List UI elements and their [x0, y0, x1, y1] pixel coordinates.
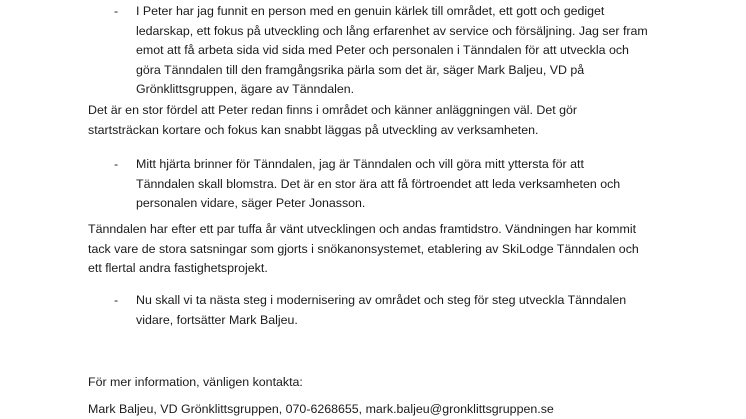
text-line: Tänndalen skall blomstra. Det är en stor ära att få förtroendet att leda verksamheten och [136, 176, 621, 191]
contact-line: Mark Baljeu, VD Grönklittsgruppen, 070-6268655, mark.baljeu@gronklittsgruppen.se [88, 402, 554, 416]
bullet-dash: - [114, 293, 119, 307]
text-line: startsträckan kortare och fokus kan snabbt läggas på utveckling av verksamheten. [88, 122, 539, 137]
text-line: I Peter har jag funnit en person med en genuin kärlek till området, ett gott och gediget [136, 4, 605, 18]
paragraph-peter-advantage [88, 101, 708, 140]
quote-text [136, 155, 696, 214]
text-line: tack vare de stora satsningar som gjorts i snökanonsystemet, etablering av SkiLodge Tänndalen och [88, 241, 639, 256]
text-line: ett flertal andra fastighetsprojekt. [88, 261, 268, 276]
text-line: Det är en stor fördel att Peter redan finns i området och känner anläggningen väl. Det gör [88, 103, 578, 117]
text-line: emot att få arbeta sida vid sida med Peter och personalen i Tänndalen för att utveckla och [136, 43, 629, 58]
text-line: Mitt hjärta brinner för Tänndalen, jag är Tänndalen och vill göra mitt yttersta för att [136, 157, 584, 171]
bullet-dash: - [114, 4, 119, 18]
text-line: Tänndalen har efter ett par tuffa år vänt utvecklingen och andas framtidstro. Vändningen har kommit [88, 222, 637, 236]
quote-text [136, 2, 696, 100]
text-line: ledarskap, ett fokus på utveckling och lång erfarenhet av service och försäljning. Jag ser fram [136, 23, 648, 38]
text-line: göra Tänndalen till den framgångsrika pärla som det är, säger Mark Baljeu, VD på [136, 62, 585, 77]
quote-text [136, 291, 696, 330]
contact-heading: För mer information, vänligen kontakta: [88, 375, 303, 389]
text-line: Grönklittsgruppen, ägare av Tänndalen. [136, 82, 355, 97]
bullet-dash: - [114, 157, 119, 171]
text-line: Nu skall vi ta nästa steg i modernisering av området och steg för steg utveckla Tänndalen [136, 293, 627, 307]
text-line: vidare, fortsätter Mark Baljeu. [136, 312, 298, 327]
text-line: personalen vidare, säger Peter Jonasson. [136, 196, 366, 211]
paragraph-tanndalen-development [88, 220, 708, 279]
